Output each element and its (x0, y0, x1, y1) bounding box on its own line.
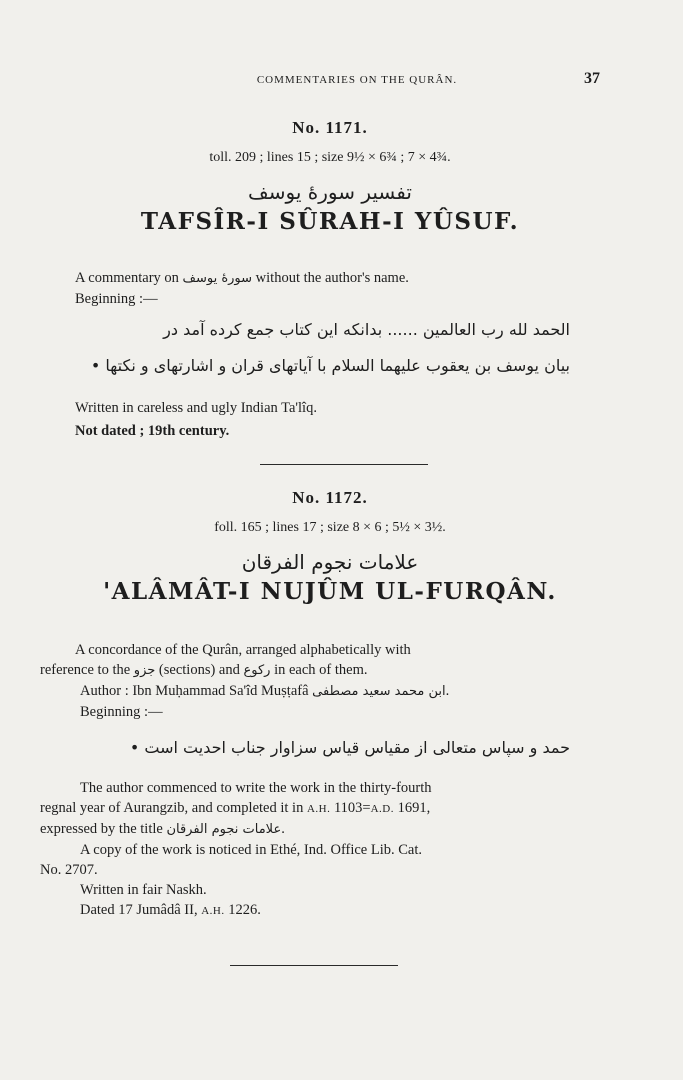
description-arabic: ركوع (243, 663, 271, 678)
description-text: without the author's name. (255, 270, 409, 286)
note-text: expressed by the title (40, 821, 163, 837)
arabic-incipit-line: بيان يوسف بن يعقوب عليهما السلام با آياتهاى قران و اشارتهاى و نكتها • (90, 356, 570, 375)
section-divider (260, 464, 428, 465)
beginning-label: Beginning :— (80, 704, 163, 720)
running-title: COMMENTARIES ON THE QURÂN. (256, 74, 458, 86)
page-header (40, 70, 600, 88)
description-line (40, 660, 580, 681)
entry-1171-body (75, 268, 595, 309)
entry-1172-notes (40, 778, 580, 921)
description-arabic: سورهٔ يوسف (182, 271, 253, 286)
arabic-title: تفسير سورهٔ يوسف (248, 180, 412, 204)
description-arabic: جزو (133, 663, 156, 678)
entry-1171 (40, 118, 620, 235)
description (75, 268, 595, 289)
entry-number: No. 1172. (292, 488, 368, 507)
script-note: Written in fair Naskh. (80, 882, 207, 898)
description-text: A commentary on (75, 270, 179, 286)
author-line (40, 681, 580, 702)
note-text: 1691, (397, 800, 431, 816)
description-text: in each of them. (274, 662, 368, 678)
note-text: 1103= (333, 800, 371, 816)
composition-note-line (40, 819, 580, 840)
entry-1171-notes (75, 398, 595, 441)
reference-note-line: No. 2707. (40, 862, 98, 878)
entry-title: TAFSÎR-I SÛRAH-I YÛSUF. (140, 208, 520, 235)
entry-title: 'ALÂMÂT-I NUJÛM UL-FURQÂN. (103, 578, 557, 605)
section-divider (230, 965, 398, 966)
date-note (40, 900, 580, 921)
entry-1172-body (40, 640, 580, 722)
punctuation: . (445, 683, 450, 699)
description-text: reference to the (40, 662, 131, 678)
arabic-incipit-line: الحمد لله رب العالمين ...... بدانكه اين كتاب جمع كرده آمد در (163, 320, 570, 339)
script-note: Written in careless and ugly Indian Ta'lîq. (75, 400, 317, 416)
date-text: 1226. (228, 902, 261, 918)
era-abbrev: A.H. (306, 803, 331, 815)
collation: foll. 165 ; lines 17 ; size 8 × 6 ; 5½ × 3½. (214, 520, 446, 535)
author-arabic: ابن محمد سعيد مصطفى (312, 684, 446, 699)
date-note (75, 421, 595, 441)
beginning-text (30, 316, 600, 380)
note-text: regnal year of Aurangzib, and completed it in (40, 800, 304, 816)
arabic-incipit-line: حمد و سپاس متعالى از مقياس قياس سزاوار جناب احديت است • (129, 738, 570, 757)
entry-number: No. 1171. (292, 118, 368, 137)
composition-note-line (40, 798, 580, 819)
title-arabic: علامات نجوم الفرقان (166, 822, 282, 837)
reference-note-line: A copy of the work is noticed in Ethé, Ind. Office Lib. Cat. (80, 842, 423, 858)
description-line: A concordance of the Qurân, arranged alphabetically with (75, 642, 411, 658)
punctuation: . (281, 821, 285, 837)
page-number: 37 (584, 70, 600, 87)
author-name: Author : Ibn Muḥammad Sa'îd Muṣṭafâ (80, 683, 309, 699)
date-text: Dated 17 Jumâdâ II, (80, 902, 198, 918)
entry-1172 (40, 488, 620, 605)
arabic-title: علامات نجوم الفرقان (241, 550, 419, 574)
era-abbrev: A.H. (201, 905, 225, 917)
date-value: 19th century. (147, 423, 230, 439)
beginning-text (30, 734, 600, 762)
composition-note-line: The author commenced to write the work in the thirty-fourth (80, 780, 432, 796)
era-abbrev: A.D. (370, 803, 394, 815)
beginning-label: Beginning :— (75, 291, 158, 307)
collation: toll. 209 ; lines 15 ; size 9½ × 6¾ ; 7 × 4¾. (209, 150, 451, 165)
description-text: (sections) and (158, 662, 240, 678)
date-label: Not dated ; (75, 423, 145, 439)
